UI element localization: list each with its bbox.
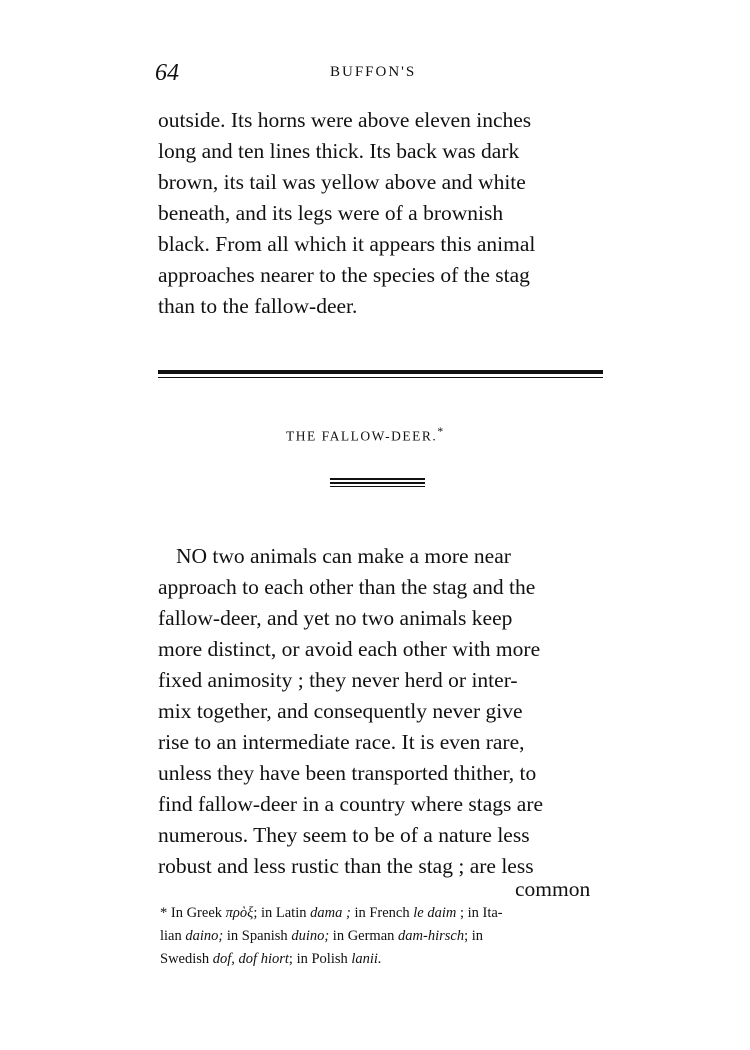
footnote-line-2: [160, 928, 483, 944]
text-line: than to the fallow-deer.: [158, 294, 358, 318]
text-line: fallow-deer, and yet no two animals keep: [158, 606, 513, 630]
footnote-line-3: [160, 951, 382, 967]
title-ornament-rule: [330, 478, 425, 480]
footnote-run: dama ;: [310, 905, 351, 921]
footnote-run: dam-hirsch: [398, 928, 465, 944]
footnote-run: ; in Ita-: [456, 905, 503, 921]
title-ornament-rule: [330, 486, 425, 487]
text-line: mix together, and consequently never give: [158, 699, 523, 723]
footnote-line-1: [171, 905, 503, 921]
text-line: black. From all which it appears this animal: [158, 232, 536, 256]
text-line: unless they have been transported thither, to: [158, 761, 537, 785]
page-number: 64: [155, 60, 179, 86]
footnote-run: in Spanish: [223, 928, 292, 944]
text-line: NO two animals can make a more near: [176, 544, 511, 568]
footnote-marker: *: [160, 905, 168, 921]
title-ornament-rule: [330, 482, 425, 484]
footnote-reference: *: [437, 424, 445, 438]
section-title-text: THE FALLOW-DEER.: [286, 428, 438, 444]
text-line: approaches nearer to the species of the stag: [158, 263, 530, 287]
section-title: [286, 424, 445, 445]
text-line: more distinct, or avoid each other with more: [158, 637, 541, 661]
footnote-run: lanii.: [351, 951, 382, 967]
footnote-run: ; in: [464, 928, 484, 944]
section-divider: [158, 370, 603, 374]
text-line: approach to each other than the stag and the: [158, 575, 536, 599]
text-line: find fallow-deer in a country where stags are: [158, 792, 544, 816]
footnote-run: ; in Latin: [253, 905, 311, 921]
text-line: brown, its tail was yellow above and white: [158, 170, 526, 194]
section-divider-thin: [158, 377, 603, 378]
footnote-run: dof, dof hiort: [212, 951, 289, 967]
footnote-line: [160, 949, 382, 970]
catchword: common: [515, 877, 591, 901]
footnote-run: le daim: [413, 905, 457, 921]
footnote-run: lian: [160, 928, 186, 944]
footnote-run: In Greek: [170, 905, 226, 921]
footnote-line: [160, 926, 483, 947]
running-head: BUFFON'S: [330, 64, 417, 80]
footnote-line: [160, 903, 503, 924]
text-line: numerous. They seem to be of a nature less: [158, 823, 530, 847]
text-line: fixed animosity ; they never herd or inter-: [158, 668, 518, 692]
footnote-run: in German: [329, 928, 399, 944]
footnote-run: duino;: [291, 928, 330, 944]
text-line: rise to an intermediate race. It is even rare,: [158, 730, 525, 754]
text-line: outside. Its horns were above eleven inches: [158, 108, 532, 132]
footnote-run: Swedish: [160, 951, 213, 967]
footnote-run: in French: [350, 905, 414, 921]
text-line: robust and less rustic than the stag ; are less: [158, 854, 534, 878]
footnote-run: πρὸξ: [225, 905, 254, 921]
text-line: long and ten lines thick. Its back was dark: [158, 139, 520, 163]
text-line: beneath, and its legs were of a brownish: [158, 201, 504, 225]
footnote-run: ; in Polish: [288, 951, 352, 967]
footnote-run: daino;: [185, 928, 224, 944]
